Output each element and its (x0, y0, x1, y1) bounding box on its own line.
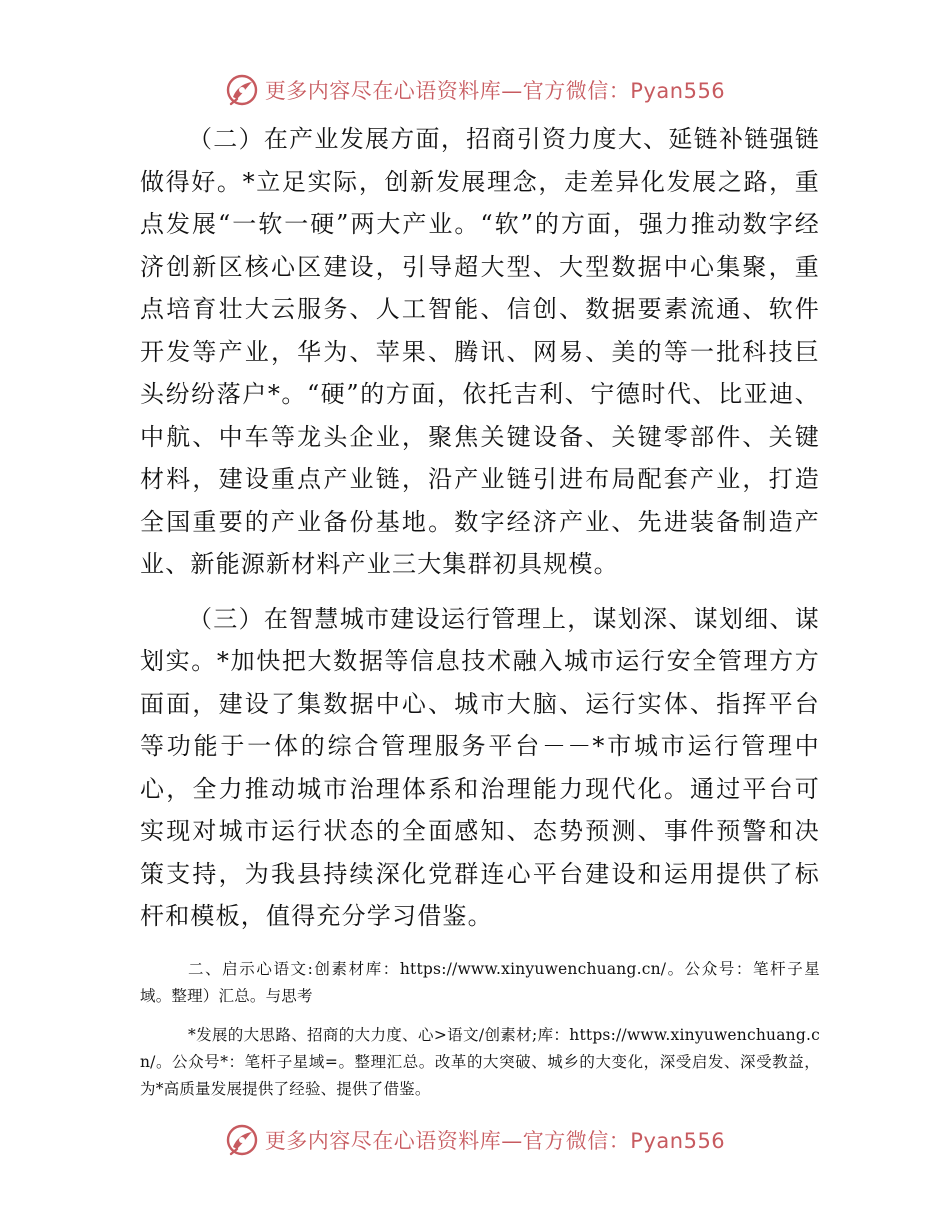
document-body (140, 118, 820, 1103)
section-heading-inspiration: 二、启示心语文:创素材库：https://www.xinyuwenchuang.cn/。公众号：笔杆子星域。整理）汇总。与思考 (140, 959, 820, 1005)
paragraph-summary: *发展的大思路、招商的大力度、心>语文/创素材;库：https://www.xinyuwenchuang.cn/。公众号*：笔杆子星域=。整理汇总。改革的大突破、城乡的大变化，深受启发、深受教益，为*高质量发展提供了经验、提供了借鉴。 (140, 1025, 820, 1098)
paragraph-industry: （二）在产业发展方面，招商引资力度大、延链补链强链做得好。*立足实际，创新发展理念，走差异化发展之路，重点发展“一软一硬”两大产业。“软”的方面，强力推动数字经济创新区核心区建设，引导超大型、大型数据中心集聚，重点培育壮大云服务、人工智能、信创、数据要素流通、软件开发等产业，华为、苹果、腾讯、网易、美的等一批科技巨头纷纷落户*。“硬”的方面，依托吉利、宁德时代、比亚迪、中航、中车等龙头企业，聚焦关键设备、关键零部件、关键材料，建设重点产业链，沿产业链引进布局配套产业，打造全国重要的产业备份基地。数字经济产业、先进装备制造产业、新能源新材料产业三大集群初具规模。 (140, 125, 820, 578)
footer-banner-text: 更多内容尽在心语资料库—官方微信：Pyan556 (264, 1129, 726, 1153)
seal-logo-icon (225, 73, 259, 107)
paragraph-smart-city: （三）在智慧城市建设运行管理上，谋划深、谋划细、谋划实。*加快把大数据等信息技术融入城市运行安全管理方方面面，建设了集数据中心、城市大脑、运行实体、指挥平台等功能于一体的综合管理服务平台－－*市城市运行管理中心，全力推动城市治理体系和治理能力现代化。通过平台可实现对城市运行状态的全面感知、态势预测、事件预警和决策支持，为我县持续深化党群连心平台建设和运用提供了标杆和模板，值得充分学习借鉴。 (140, 604, 820, 930)
seal-logo-icon (225, 1123, 259, 1157)
header-banner-text: 更多内容尽在心语资料库—官方微信：Pyan556 (264, 79, 726, 103)
footer-banner (0, 1118, 950, 1162)
header-banner (0, 68, 950, 112)
